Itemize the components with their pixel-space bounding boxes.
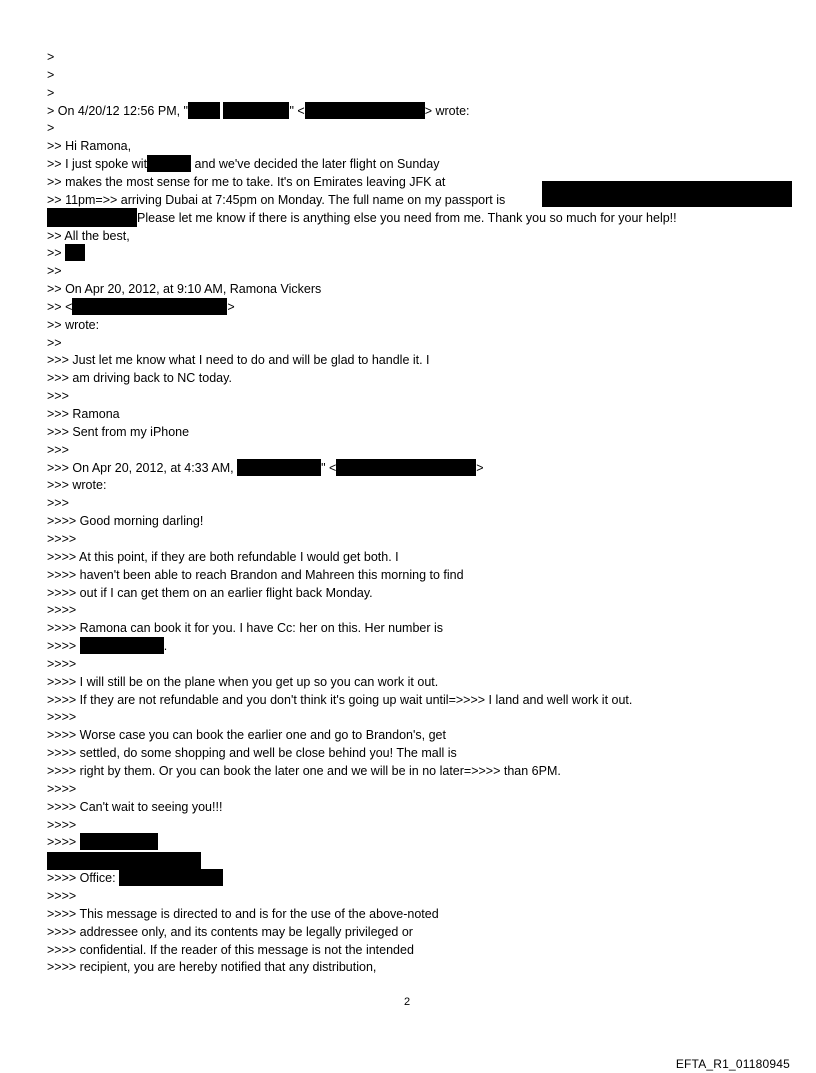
- line-text: >>>> Good morning darling!: [47, 514, 204, 529]
- redaction-box: [305, 102, 425, 119]
- line-text: >>>> Ramona can book it for you. I have Cc: her on this. Her number is: [47, 621, 444, 636]
- email-line: [47, 298, 235, 316]
- line-text: >>>>: [47, 603, 77, 618]
- email-line: [47, 280, 321, 298]
- email-line: [47, 673, 438, 691]
- redaction-box: [72, 298, 227, 315]
- line-text: >>>> haven't been able to reach Brandon and Mahreen this morning to find: [47, 567, 464, 582]
- email-line: [47, 102, 470, 120]
- line-text: >>: [47, 335, 62, 350]
- email-line: [47, 798, 222, 816]
- line-text: >>>: [47, 389, 69, 404]
- line-text: >>>>: [47, 888, 77, 903]
- line-text: >>>>: [47, 817, 77, 832]
- email-line: [47, 905, 439, 923]
- line-text: >>>> recipient, you are hereby notified that any distribution,: [47, 960, 377, 975]
- email-line: [47, 137, 131, 155]
- line-text: >> On Apr 20, 2012, at 9:10 AM, Ramona Vickers: [47, 282, 322, 297]
- email-line: [47, 637, 167, 655]
- email-line: [47, 726, 446, 744]
- line-text: >>>: [47, 442, 69, 457]
- line-text: >>>>: [47, 531, 77, 546]
- email-line: [47, 119, 54, 137]
- line-text: >> I just spoke wit: [47, 157, 148, 172]
- redaction-box: [65, 244, 85, 261]
- redaction-box: [119, 869, 223, 886]
- line-text: >> makes the most sense for me to take. It's on Emirates leaving JFK at: [47, 174, 446, 189]
- line-text: >>>>: [47, 781, 77, 796]
- email-line: [47, 566, 464, 584]
- line-text: >: [47, 67, 55, 82]
- line-text: >> All the best,: [47, 228, 130, 243]
- email-line: [47, 744, 457, 762]
- line-text: " <: [289, 103, 305, 118]
- email-line: [47, 494, 69, 512]
- redaction-box: [47, 852, 201, 870]
- email-line: [47, 780, 76, 798]
- line-text: >: [47, 85, 55, 100]
- line-text: >>>> confidential. If the reader of this message is not the intended: [47, 942, 414, 957]
- email-line: [47, 887, 76, 905]
- line-text: >>>>: [47, 656, 77, 671]
- line-text: >>>>: [47, 710, 77, 725]
- email-line: [47, 869, 223, 887]
- email-line: [47, 601, 76, 619]
- email-line: [47, 369, 232, 387]
- email-line: [47, 66, 54, 84]
- redaction-box: [188, 102, 220, 119]
- line-text: > On 4/20/12 12:56 PM, ": [47, 103, 188, 118]
- email-line: [47, 476, 106, 494]
- email-line: [47, 941, 414, 959]
- line-text: >>>> If they are not refundable and you don't think it's going up wait until=>>>> I land and well work it out.: [47, 692, 633, 707]
- line-text: >>> Just let me know what I need to do and will be glad to handle it. I: [47, 353, 430, 368]
- redaction-box: [336, 459, 476, 476]
- email-line: [47, 691, 632, 709]
- email-line: [47, 816, 76, 834]
- email-line: [47, 387, 69, 405]
- email-line: [47, 423, 189, 441]
- line-text: > wrote:: [424, 103, 470, 118]
- line-text: " <: [321, 460, 337, 475]
- line-text: >>>> Can't wait to seeing you!!!: [47, 799, 223, 814]
- email-line: [47, 48, 54, 66]
- email-line: [47, 762, 561, 780]
- line-text: >> wrote:: [47, 317, 100, 332]
- email-line: [47, 655, 76, 673]
- redaction-box: [147, 155, 191, 172]
- line-text: >>>> settled, do some shopping and well be close behind you! The mall is: [47, 746, 457, 761]
- line-text: >>>> I will still be on the plane when you get up so you can work it out.: [47, 674, 439, 689]
- email-line: [47, 173, 445, 191]
- line-text: >>>: [47, 496, 69, 511]
- email-line: [47, 708, 76, 726]
- email-line: [47, 459, 484, 477]
- line-text: >> Hi Ramona,: [47, 139, 132, 154]
- email-line: [47, 923, 413, 941]
- line-text: >>>> out if I can get them on an earlier flight back Monday.: [47, 585, 373, 600]
- line-text: >>> Sent from my iPhone: [47, 424, 190, 439]
- redaction-box: [47, 208, 137, 227]
- redaction-box: [80, 833, 158, 850]
- email-line: [47, 405, 120, 423]
- line-text: >>>>: [47, 835, 80, 850]
- line-text: .: [163, 639, 168, 654]
- email-line: [47, 84, 54, 102]
- email-line: [137, 209, 677, 227]
- line-text: >>>> addressee only, and its contents may be legally privileged or: [47, 924, 413, 939]
- email-line: [47, 155, 439, 173]
- email-line: [47, 441, 69, 459]
- email-line: [47, 191, 505, 209]
- line-text: >: [47, 50, 55, 64]
- line-text: >>>> right by them. Or you can book the later one and we will be in no later=>>>> than 6PM.: [47, 764, 561, 778]
- email-line: [47, 619, 443, 637]
- line-text: >>>> Worse case you can book the earlier one and go to Brandon's, get: [47, 728, 446, 743]
- line-text: >: [47, 121, 55, 136]
- line-text: >>>> At this point, if they are both refundable I would get both. I: [47, 549, 399, 564]
- line-text: >>>> Office:: [47, 871, 120, 886]
- email-line: [47, 262, 62, 280]
- line-text: Please let me know if there is anything else you need from me. Thank you so much for your help!!: [137, 210, 677, 225]
- email-line: [47, 334, 62, 352]
- email-line: [47, 584, 373, 602]
- email-line: [47, 548, 399, 566]
- email-line: [47, 530, 76, 548]
- redaction-box: [542, 181, 792, 207]
- line-text: >>>>: [47, 639, 80, 654]
- line-text: >>> wrote:: [47, 478, 107, 493]
- line-text: >> 11pm=>> arriving Dubai at 7:45pm on Monday. The full name on my passport is: [47, 192, 506, 207]
- email-line: [47, 512, 203, 530]
- line-text: and we've decided the later flight on Sunday: [191, 157, 440, 172]
- line-text: >>>> This message is directed to and is for the use of the above-noted: [47, 906, 439, 921]
- redaction-box: [237, 459, 321, 476]
- line-text: >: [476, 460, 484, 475]
- line-text: >>> Ramona: [47, 407, 120, 421]
- line-text: >>> am driving back to NC today.: [47, 371, 232, 386]
- email-line: [47, 227, 130, 245]
- line-text: >> <: [47, 299, 73, 314]
- email-line: [47, 316, 99, 334]
- email-line: [47, 833, 158, 851]
- redaction-box: [80, 637, 164, 654]
- email-line: [47, 351, 430, 369]
- line-text: >: [227, 299, 235, 314]
- bates-number: EFTA_R1_01180945: [675, 1057, 790, 1071]
- redaction-box: [223, 102, 289, 119]
- email-line: [47, 244, 85, 262]
- page-number: 2: [404, 996, 411, 1008]
- email-line: [47, 958, 376, 976]
- line-text: >>: [47, 264, 62, 279]
- line-text: >>: [47, 246, 66, 261]
- line-text: >>> On Apr 20, 2012, at 4:33 AM,: [47, 460, 238, 475]
